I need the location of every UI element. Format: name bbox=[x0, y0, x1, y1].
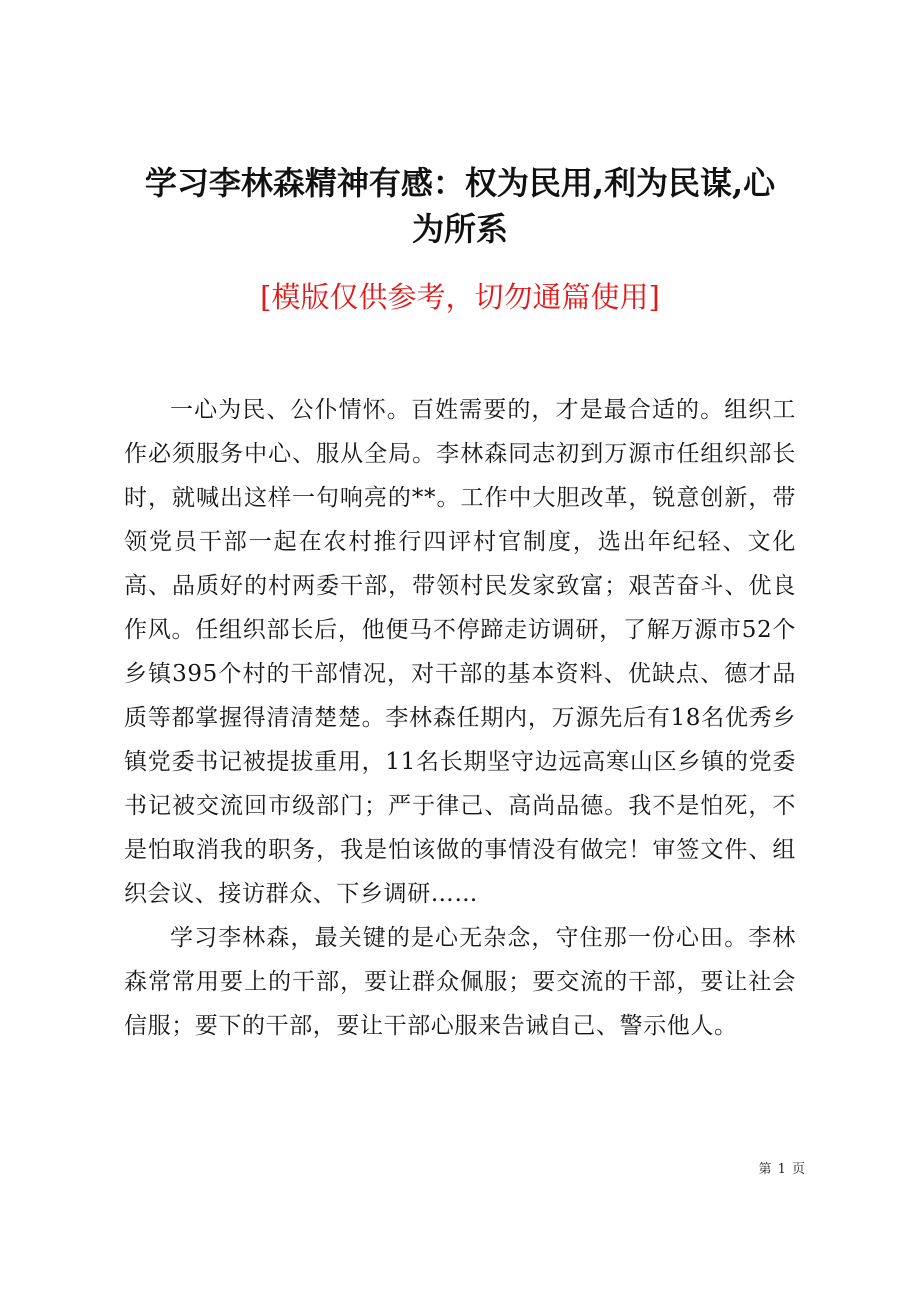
document-title bbox=[100, 160, 820, 252]
document-body bbox=[124, 388, 796, 1048]
document-title-line-2: 为所系 bbox=[411, 210, 508, 248]
template-notice: [模版仅供参考，切勿通篇使用] bbox=[260, 280, 660, 314]
paragraph-2: 学习李林森，最关键的是心无杂念，守住那一份心田。李林森常常用要上的干部，要让群众佩服；要交流的干部，要让社会信服；要下的干部，要让干部心服来告诫自己、警示他人。 bbox=[124, 925, 796, 1039]
page-number: 第 1 页 bbox=[758, 1162, 806, 1177]
document-title-line-1: 学习李林森精神有感：权为民用,利为民谋,心 bbox=[144, 164, 776, 202]
paragraph-1: 一心为民、公仆情怀。百姓需要的，才是最合适的。组织工作必须服务中心、服从全局。李林森同志初到万源市任组织部长时，就喊出这样一句响亮的**。工作中大胆改革，锐意创新，带领党员干部一起在农村推行四评村官制度，选出年纪轻、文化高、品质好的村两委干部，带领村民发家致富；艰苦奋斗、优良作风。任组织部长后，他便马不停蹄走访调研，了解万源市52个乡镇395个村的干部情况，对干部的基本资料、优缺点、德才品质等都掌握得清清楚楚。李林森任期内，万源先后有18名优秀乡镇党委书记被提拔重用，11名长期坚守边远高寒山区乡镇的党委书记被交流回市级部门；严于律己、高尚品德。我不是怕死，不是怕取消我的职务，我是怕该做的事情没有做完！审签文件、组织会议、接访群众、下乡调研…… bbox=[124, 397, 796, 907]
